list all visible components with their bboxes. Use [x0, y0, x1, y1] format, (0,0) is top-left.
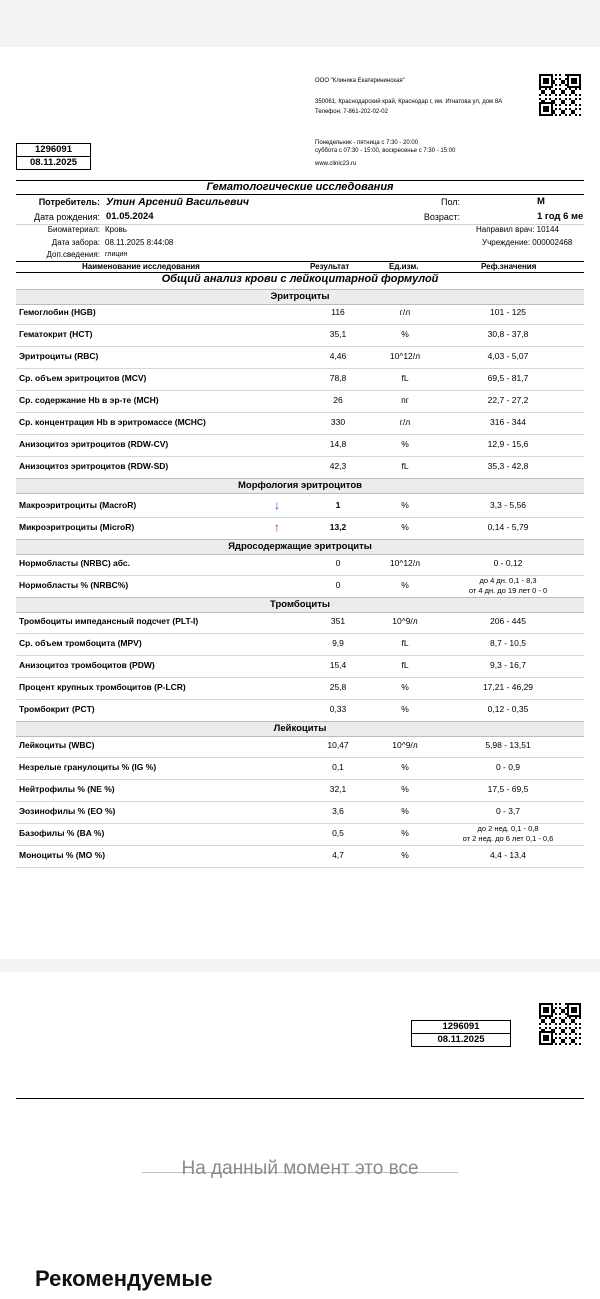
biomaterial-label: Биоматериал:: [47, 225, 100, 234]
test-result: 25,8: [329, 682, 347, 692]
test-reference: 101 - 125: [490, 307, 526, 317]
test-name: Тромбокрит (PCT): [19, 704, 95, 714]
test-result: 351: [330, 616, 346, 626]
test-result: 0,33: [329, 704, 347, 714]
col-head-result: Результат: [310, 262, 350, 271]
test-reference: [446, 576, 570, 595]
table-row: [16, 845, 584, 868]
test-reference: 35,3 - 42,8: [487, 461, 529, 471]
test-unit: %: [401, 522, 409, 532]
table-row: [16, 495, 584, 518]
table-row: [16, 346, 584, 369]
table-row: [16, 655, 584, 678]
table-row: [16, 517, 584, 540]
test-name: Ср. концентрация Hb в эритромассе (MCHC): [19, 417, 206, 427]
test-result: 4,7: [332, 850, 344, 860]
test-reference: 30,8 - 37,8: [487, 329, 529, 339]
table-row: [16, 553, 584, 576]
report-title: Гематологические исследования: [206, 181, 394, 193]
test-unit: %: [401, 580, 409, 590]
test-name: Микроэритроциты (MicroR): [19, 522, 135, 532]
test-name: Макроэритроциты (MacroR): [19, 500, 137, 510]
test-result: 0: [335, 558, 341, 568]
clinic-site: www.clinic23.ru: [315, 161, 357, 167]
test-result: 13,2: [329, 522, 347, 532]
test-unit: 10^12/л: [389, 351, 421, 361]
test-result: 9,9: [332, 638, 344, 648]
test-result: 42,3: [329, 461, 347, 471]
sample-date-value: 08.11.2025 8:44:08: [105, 238, 174, 247]
test-result: 330: [330, 417, 346, 427]
referring-doctor: Направил врач: 10144: [476, 225, 559, 234]
test-unit: %: [401, 682, 409, 692]
test-reference: 206 - 445: [490, 616, 526, 626]
table-row: [16, 575, 584, 598]
test-unit: %: [401, 850, 409, 860]
test-name: Базофилы % (BA %): [19, 828, 105, 838]
age-value: 1 год 6 ме: [537, 211, 584, 222]
test-unit: %: [401, 784, 409, 794]
qr-code-icon: [539, 1003, 581, 1045]
table-row: [16, 302, 584, 325]
clinic-address: 350061, Краснодарский край, Краснодар г, им. Игнатова ул, дом 8А: [315, 99, 503, 105]
test-unit: г/л: [399, 417, 411, 427]
test-result: 14,8: [329, 439, 347, 449]
section-header: Морфология эритроцитов: [16, 478, 584, 494]
birth-label: Дата рождения:: [34, 212, 100, 222]
test-result: 15,4: [329, 660, 347, 670]
test-reference: 22,7 - 27,2: [487, 395, 529, 405]
section-header: Лейкоциты: [16, 721, 584, 737]
test-name: Анизоцитоз эритроцитов (RDW-SD): [19, 461, 169, 471]
clinic-hours-weekdays: Понедельник - пятница с 7:30 - 20:00: [315, 140, 419, 146]
test-reference: 17,5 - 69,5: [487, 784, 529, 794]
test-reference: 0 - 0,9: [495, 762, 521, 772]
section-header: Эритроциты: [16, 289, 584, 305]
analysis-title: Общий анализ крови с лейкоцитарной формулой: [161, 273, 439, 285]
test-name: Нейтрофилы % (NE %): [19, 784, 115, 794]
test-name: Ср. объем эритроцитов (MCV): [19, 373, 147, 383]
order-date: 08.11.2025: [412, 1033, 510, 1046]
order-id-box-footer: [411, 1020, 511, 1047]
test-reference: 0 - 3,7: [495, 806, 521, 816]
test-result: 4,46: [329, 351, 347, 361]
test-reference: 0,12 - 0,35: [487, 704, 529, 714]
table-row: [16, 390, 584, 413]
table-row: [16, 456, 584, 479]
test-result: 3,6: [332, 806, 344, 816]
order-number: 1296091: [442, 1021, 480, 1032]
clinic-phone: Телефон: 7-861-202-02-02: [315, 109, 388, 115]
sample-date-label: Дата забора:: [51, 238, 100, 247]
recommended-heading: Рекомендуемые: [35, 1266, 213, 1291]
test-result: 10,47: [327, 740, 349, 750]
test-result: 1: [335, 500, 341, 510]
test-reference: 4,4 - 13,4: [490, 850, 526, 860]
test-name: Тромбоциты импедансный подсчет (PLT-I): [19, 616, 199, 626]
extra-label: Доп.сведения:: [46, 250, 100, 259]
test-name: Анизоцитоз эритроцитов (RDW-CV): [19, 439, 169, 449]
reference-line-2: от 2 нед. до 6 лет 0,1 - 0,6: [462, 833, 554, 843]
test-name: Ср. объем тромбоцита (MPV): [19, 638, 142, 648]
test-reference: 69,5 - 81,7: [487, 373, 529, 383]
test-name: Лейкоциты (WBC): [19, 740, 95, 750]
test-unit: fL: [401, 461, 409, 471]
biomaterial-value: Кровь: [105, 225, 127, 234]
table-row: [16, 324, 584, 347]
test-unit: %: [401, 439, 409, 449]
test-unit: %: [401, 762, 409, 772]
section-header: Ядросодержащие эритроциты: [16, 539, 584, 555]
test-unit: fL: [401, 660, 409, 670]
test-name: Процент крупных тромбоцитов (P-LCR): [19, 682, 186, 692]
test-result: 35,1: [329, 329, 347, 339]
table-row: [16, 434, 584, 457]
test-unit: 10^9/л: [392, 740, 418, 750]
test-unit: 10^9/л: [392, 616, 418, 626]
test-reference: 12,9 - 15,6: [487, 439, 529, 449]
age-label: Возраст:: [423, 212, 460, 222]
test-result: 0,5: [332, 828, 344, 838]
col-head-unit: Ед.изм.: [389, 262, 419, 271]
test-reference: 8,7 - 10,5: [490, 638, 526, 648]
test-unit: 10^12/л: [389, 558, 421, 568]
table-row: [16, 801, 584, 824]
test-reference: 316 - 344: [490, 417, 526, 427]
reference-line-1: до 2 нед. 0,1 - 0,8: [477, 824, 539, 833]
col-head-name: Наименование исследования: [82, 262, 200, 271]
reference-line-2: от 4 дн. до 19 лет 0 - 0: [468, 585, 548, 595]
clinic-hours-weekend: суббота с 07:30 - 15:00, воскресенье с 7:30 - 15:00: [315, 148, 456, 154]
table-row: [16, 611, 584, 634]
col-head-ref: Реф.значения: [481, 262, 537, 271]
test-unit: fL: [401, 638, 409, 648]
test-reference: 0,14 - 5,79: [487, 522, 529, 532]
table-row: [16, 823, 584, 846]
birth-date: 01.05.2024: [106, 211, 154, 222]
test-reference: 9,3 - 16,7: [490, 660, 526, 670]
test-name: Гематокрит (HCT): [19, 329, 93, 339]
test-reference: 17,21 - 46,29: [482, 682, 534, 692]
test-reference: 4,03 - 5,07: [487, 351, 529, 361]
sex-label: Пол:: [440, 197, 460, 207]
test-name: Нормобласты % (NRBC%): [19, 580, 129, 590]
test-name: Ср. содержание Hb в эр-те (MCH): [19, 395, 159, 405]
end-of-content-text: На данный момент это все: [181, 1158, 419, 1179]
test-name: Эозинофилы % (EO %): [19, 806, 116, 816]
institution: Учреждение: 000002468: [482, 238, 573, 247]
arrow-up-icon: ↑: [274, 520, 280, 534]
test-result: 116: [331, 307, 345, 317]
test-name: Эритроциты (RBC): [19, 351, 99, 361]
test-unit: fL: [401, 373, 409, 383]
test-name: Нормобласты (NRBC) абс.: [19, 558, 130, 568]
test-unit: г/л: [399, 307, 411, 317]
extra-value: глицин: [105, 251, 128, 258]
test-result: 32,1: [329, 784, 347, 794]
order-date: 08.11.2025: [17, 156, 90, 169]
table-row: [16, 735, 584, 758]
test-unit: %: [401, 828, 409, 838]
test-unit: %: [401, 704, 409, 714]
test-reference: 0 - 0,12: [493, 558, 523, 568]
test-reference: 3,3 - 5,56: [490, 500, 526, 510]
test-name: Гемоглобин (HGB): [19, 307, 96, 317]
report-page-2: [0, 972, 600, 1127]
test-reference: [446, 824, 570, 843]
test-unit: пг: [401, 395, 409, 405]
table-row: [16, 779, 584, 802]
table-row: [16, 757, 584, 780]
test-unit: %: [401, 329, 409, 339]
arrow-down-icon: ↓: [274, 498, 280, 512]
test-reference: 5,98 - 13,51: [485, 740, 531, 750]
table-row: [16, 412, 584, 435]
order-id-box: [16, 143, 91, 170]
test-result: 0,1: [332, 762, 344, 772]
test-name: Анизоцитоз тромбоцитов (PDW): [19, 660, 155, 670]
test-result: 26: [333, 395, 343, 405]
patient-name: Утин Арсений Васильевич: [106, 196, 250, 208]
clinic-name: ООО "Клиника Екатерининская": [315, 78, 405, 84]
test-name: Незрелые гранулоциты % (IG %): [19, 762, 157, 772]
order-number: 1296091: [35, 144, 72, 155]
sex-value: М: [537, 196, 545, 207]
test-result: 0: [335, 580, 341, 590]
reference-line-1: до 4 дн. 0,1 - 8,3: [479, 576, 537, 585]
section-header: Тромбоциты: [16, 597, 584, 613]
qr-code-icon: [539, 74, 581, 116]
test-name: Моноциты % (MO %): [19, 850, 106, 860]
test-unit: %: [401, 806, 409, 816]
test-result: 78,8: [329, 373, 347, 383]
table-row: [16, 633, 584, 656]
table-row: [16, 677, 584, 700]
table-row: [16, 699, 584, 722]
report-page-1: [0, 47, 600, 959]
consumer-label: Потребитель:: [38, 197, 100, 207]
table-row: [16, 368, 584, 391]
test-unit: %: [401, 500, 409, 510]
